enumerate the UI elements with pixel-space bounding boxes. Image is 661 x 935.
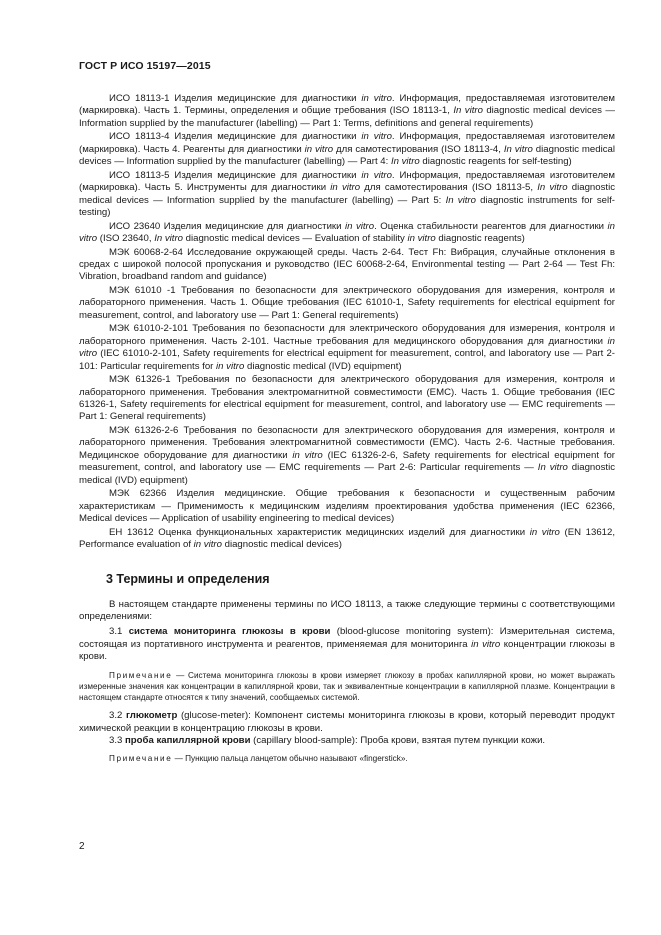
reference-iec-61010-1: МЭК 61010 -1 Требования по безопасности для электрического оборудования для измерения, контроля и лабораторного применения. Часть 1. Общие требования (IEC 61010-1, Safety requirements for electrical equipment for measurement, control, and laboratory use — Part 1: General requirements) [79, 285, 615, 321]
reference-iec-60068-2-64: МЭК 60068-2-64 Исследование окружающей среды. Часть 2-64. Тест Fh: Вибрация, случайные отклонения в средах с широкой полосой пропускания и руководство (IEC 60068-2-64, Environmental testing — Part 2-64 — Test Fh: Vibration, broadband random and guidance) [79, 246, 615, 283]
reference-iec-61326-1: МЭК 61326-1 Требования по безопасности для электрического оборудования для измерения, контроля и лабораторного применения. Требования электромагнитной совместимости (EMC). Часть 1. Общие требования (IEC 61326-1, Safety requirements for electrical equipment for measurement, control, and laboratory use — EMC requirements — Part 1: General requirements) [79, 374, 615, 423]
reference-iso-23640: ИСО 23640 Изделия медицинские для диагностики in vitro. Оценка стабильности реагентов для диагностики in vitro (ISO 23640, In vitro diagnostic medical devices — Evaluation of stability in vitro diagnostic reagents) [79, 220, 615, 245]
reference-iec-61010-2-101: МЭК 61010-2-101 Требования по безопасности для электрического оборудования для измерения, контроля и лабораторного применения. Часть 2-101. Частные требования для медицинского оборудования для диагностики in vitro (IEC 61010-2-101, Safety requirements for electrical equipment for measurement, control, and laboratory use — Part 2-101: Particular requirements for in vitro diagnostic medical (IVD) equipment) [79, 323, 615, 372]
term-3-1: 3.1 система мониторинга глюкозы в крови (blood-glucose monitoring system): Измерительная система, состоящая из портативного инструмента и реагентов, применяемая для мониторинга in vitro концентрации глюкозы в крови. [79, 626, 615, 663]
reference-iso-18113-5: ИСО 18113-5 Изделия медицинские для диагностики in vitro. Информация, предоставляемая изготовителем (маркировка). Часть 5. Инструменты для диагностики in vitro для самотестирования (ISO 18113-5, In vitro diagnostic medical devices — Information supplied by the manufacturer (labelling) — Part 5: In vitro diagnostic instruments for self-testing) [79, 169, 615, 219]
section-title: 3 Термины и определения [106, 571, 270, 586]
page-number: 2 [79, 841, 85, 852]
document-header: ГОСТ Р ИСО 15197—2015 [79, 60, 211, 72]
term-3-2: 3.2 глюкометр (glucose-meter): Компонент системы мониторинга глюкозы в крови, который переводит продукт химической реакции в концентрацию глюкозы в крови. [79, 710, 615, 734]
reference-iec-61326-2-6: МЭК 61326-2-6 Требования по безопасности для электрического оборудования для измерения, контроля и лабораторного применения. Требования электромагнитной совместимости (EMC). Часть 2-6. Частные требования. Медицинское оборудование для диагностики in vitro (IEC 61326-2-6, Safety requirements for electrical equipment for measurement, control, and laboratory use — EMC requirements — Part 2-6: Particular requirements — In vitro diagnostic medical (IVD) equipment) [79, 425, 615, 486]
reference-iso-18113-4: ИСО 18113-4 Изделия медицинские для диагностики in vitro. Информация, предоставляемая изготовителем (маркировка). Часть 4. Реагенты для диагностики in vitro для самотестирования (ISO 18113-4, In vitro diagnostic medical devices — Information supplied by the manufacturer (labelling) — Part 4: In vitro diagnostic reagents for self-testing) [79, 131, 615, 168]
reference-iec-62366: МЭК 62366 Изделия медицинские. Общие требования к безопасности и существенным рабочим характеристикам — Применимость к медицинским изделиям проектирования удобства применения (IEC 62366, Medical devices — Application of usability engineering to medical devices) [79, 488, 615, 525]
term-3-3: 3.3 проба капиллярной крови (capillary blood-sample): Проба крови, взятая путем пункции кожи. [109, 734, 546, 746]
reference-en-13612: ЕН 13612 Оценка функциональных характеристик медицинских изделий для диагностики in vitro (EN 13612, Performance evaluation of in vitro diagnostic medical devices) [79, 526, 615, 551]
note-3-1: Примечание — Система мониторинга глюкозы в крови измеряет глюкозу в пробах капиллярной крови, но может выражать измеренные значения как концентрации в капиллярной крови, так и эквивалентные концентрации в капиллярной плазме. Концентрации в настоящем стандарте относятся к типу значений, сообщаемых системой. [79, 670, 615, 702]
section-intro: В настоящем стандарте применены термины по ИСО 18113, а также следующие термины с соответствующими определениями: [79, 598, 615, 622]
reference-iso-18113-1: ИСО 18113-1 Изделия медицинские для диагностики in vitro. Информация, предоставляемая изготовителем (маркировка). Часть 1. Термины, определения и общие требования (ISO 18113-1, In vitro diagnostic medical devices — Information supplied by the manufacturer (labelling) — Part 1: Terms, definitions and general requirements) [79, 93, 615, 129]
page-content [79, 93, 615, 772]
note-3-3: Примечание — Пункцию пальца ланцетом обычно называют «fingerstick». [109, 754, 408, 764]
